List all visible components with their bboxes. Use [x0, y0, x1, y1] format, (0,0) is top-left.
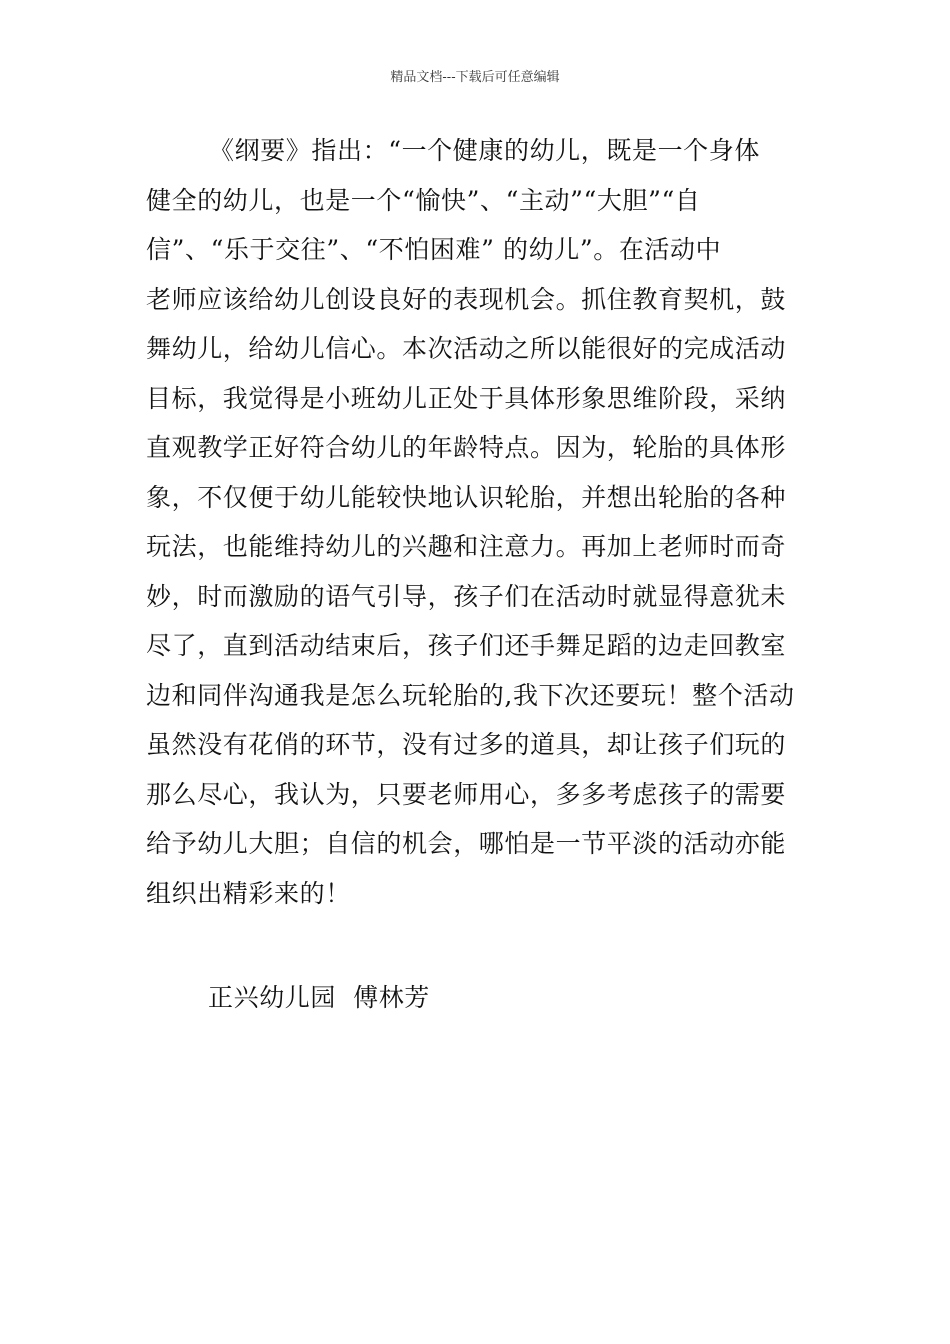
body-line: 舞幼儿，给幼儿信心。本次活动之所以能很好的完成活动: [146, 334, 787, 363]
page-header: 精品文档---下载后可任意编辑: [390, 70, 560, 85]
body-line: 健全的幼儿，也是一个“愉快”、“主动”“大胆”“自: [146, 185, 701, 215]
author-signature: 正兴幼儿园 傅林芳: [208, 983, 430, 1012]
body-line: 老师应该给幼儿创设良好的表现机会。抓住教育契机，鼓: [146, 284, 787, 314]
body-line: 给予幼儿大胆；自信的机会，哪怕是一节平淡的活动亦能: [146, 829, 787, 858]
body-line: 直观教学正好符合幼儿的年龄特点。因为，轮胎的具体形: [146, 433, 787, 462]
body-line: 边和同伴沟通我是怎么玩轮胎的,我下次还要玩！整个活动: [146, 680, 795, 710]
body-line: 《纲要》指出：“一个健康的幼儿，既是一个身体: [209, 136, 760, 165]
body-line: 玩法，也能维持幼儿的兴趣和注意力。再加上老师时而奇: [146, 532, 787, 561]
body-line: 虽然没有花俏的环节，没有过多的道具，却让孩子们玩的: [146, 730, 787, 759]
body-line: 那么尽心，我认为，只要老师用心，多多考虑孩子的需要: [146, 779, 787, 809]
document-body: [146, 126, 810, 918]
body-line: 组织出精彩来的！: [146, 878, 351, 908]
body-line: 妙，时而激励的语气引导，孩子们在活动时就显得意犹未: [146, 581, 787, 611]
body-line: 象，不仅便于幼儿能较快地认识轮胎，并想出轮胎的各种: [146, 482, 787, 512]
body-line: 目标，我觉得是小班幼儿正处于具体形象思维阶段，采纳: [146, 383, 787, 413]
body-line: 尽了，直到活动结束后，孩子们还手舞足蹈的边走回教室: [146, 631, 787, 660]
body-line: 信”、“乐于交往”、“不怕困难” 的幼儿”。在活动中: [146, 235, 722, 264]
